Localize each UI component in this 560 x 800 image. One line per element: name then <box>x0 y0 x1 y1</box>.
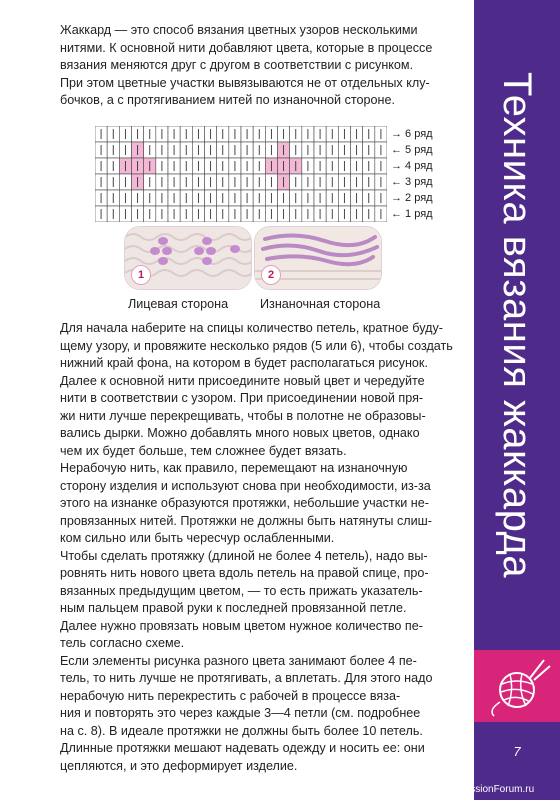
text-line: нитями. К основной нити добавляют цвета, которые в процессе <box>60 40 433 55</box>
text-line: Далее нужно провязать новым цветом нужное количество пе- <box>60 618 423 633</box>
page-number: 7 <box>513 744 521 759</box>
text-line: Чтобы сделать протяжку (длиной не более 4 петель), надо вы- <box>60 548 428 563</box>
chart-row-label: ← 1 ряд <box>391 208 433 220</box>
body-text <box>60 320 453 775</box>
text-line: бочков, а с протягиванием нитей по изнаночной стороне. <box>60 93 395 107</box>
watermark: PassionForum.ru <box>458 784 535 795</box>
text-line: Жаккард — это способ вязания цветных узоров несколькими <box>60 23 418 37</box>
chart-row-label: ← 5 ряд <box>391 144 433 156</box>
text-line: вязания меняются друг с другом в соответствии с рисунком. <box>60 58 414 72</box>
chart-row-label: ← 3 ряд <box>391 176 433 188</box>
sidebar-accent <box>474 650 560 722</box>
text-line: тель, то нить лучше не протягивать, а вплетать. Для этого надо <box>60 671 433 685</box>
text-line: Длинные протяжки мешают надевать одежду и носить ее: они <box>60 741 425 755</box>
chart-row-label: → 4 ряд <box>391 160 433 172</box>
text-line: вались дырки. Можно добавлять много новых цветов, однако <box>60 426 420 440</box>
chapter-title <box>474 0 560 650</box>
photo-badge-1: 1 <box>131 265 151 285</box>
text-line: ком сильно или быть чересчур ослабленными. <box>60 531 335 545</box>
text-line: ровнять нить нового цвета вдоль петель на правой спице, про- <box>60 566 429 580</box>
text-line: Если элементы рисунка разного цвета занимают более 4 пе- <box>60 653 417 668</box>
photo-front-side <box>124 226 252 290</box>
text-line: жи нити лучше перекрещивать, чтобы в полотне не образовы- <box>60 408 426 423</box>
chart-row-label: → 6 ряд <box>391 128 433 140</box>
text-line: цепляются, и это деформирует изделие. <box>60 758 298 773</box>
jacquard-chart <box>95 126 387 222</box>
chart-row-label: → 2 ряд <box>391 192 433 204</box>
photo-back-side <box>254 226 382 290</box>
text-line: Далее к основной нити присоедините новый цвет и чередуйте <box>60 373 425 388</box>
text-line: этого на изнанке образуются протяжки, небольшие участки не- <box>60 496 429 510</box>
text-line: нерабочую нить перекрестить с рабочей в процессе вяза- <box>60 688 401 703</box>
text-line: ным пальцем правой руки к последней провязанной петле. <box>60 601 407 615</box>
photo-badge-2: 2 <box>261 265 281 285</box>
text-line: щему узору, и провяжите несколько рядов (5 или 6), чтобы создать <box>60 338 453 353</box>
text-line: нити в соответствии с узором. При присоединении новой пря- <box>60 391 424 405</box>
text-line: чем их будет больше, тем сложнее будет вязать. <box>60 443 347 458</box>
text-line: Для начала наберите на спицы количество петель, кратное буду- <box>60 321 443 335</box>
text-line: на с. 8). В идеале протяжки не должны быть более 10 петель. <box>60 723 423 738</box>
text-line: сторону изделия и используют снова при необходимости, из-за <box>60 478 431 493</box>
caption-back: Изнаночная сторона <box>260 297 381 311</box>
text-line: При этом цветные участки вывязываются не от отдельных клу- <box>60 75 430 90</box>
intro-paragraph <box>60 22 433 110</box>
text-line: провязанных нитей. Протяжки не должны быть натянуты слиш- <box>60 513 432 528</box>
text-line: тель согласно схеме. <box>60 636 185 650</box>
chapter-title-text: Техника вязания жаккарда <box>495 71 539 579</box>
yarn-ball-icon <box>474 650 560 722</box>
text-line: Нерабочую нить, как правило, перемещают на изнаночную <box>60 461 408 475</box>
text-line: ния и повторять это через каждые 3—4 петли (см. подробнее <box>60 706 421 720</box>
text-line: вязанных предыдущим цветом, — то есть прижать указатель- <box>60 583 423 598</box>
text-line: нижний край фона, на котором в будет располагаться рисунок. <box>60 356 428 370</box>
caption-front: Лицевая сторона <box>128 297 229 311</box>
